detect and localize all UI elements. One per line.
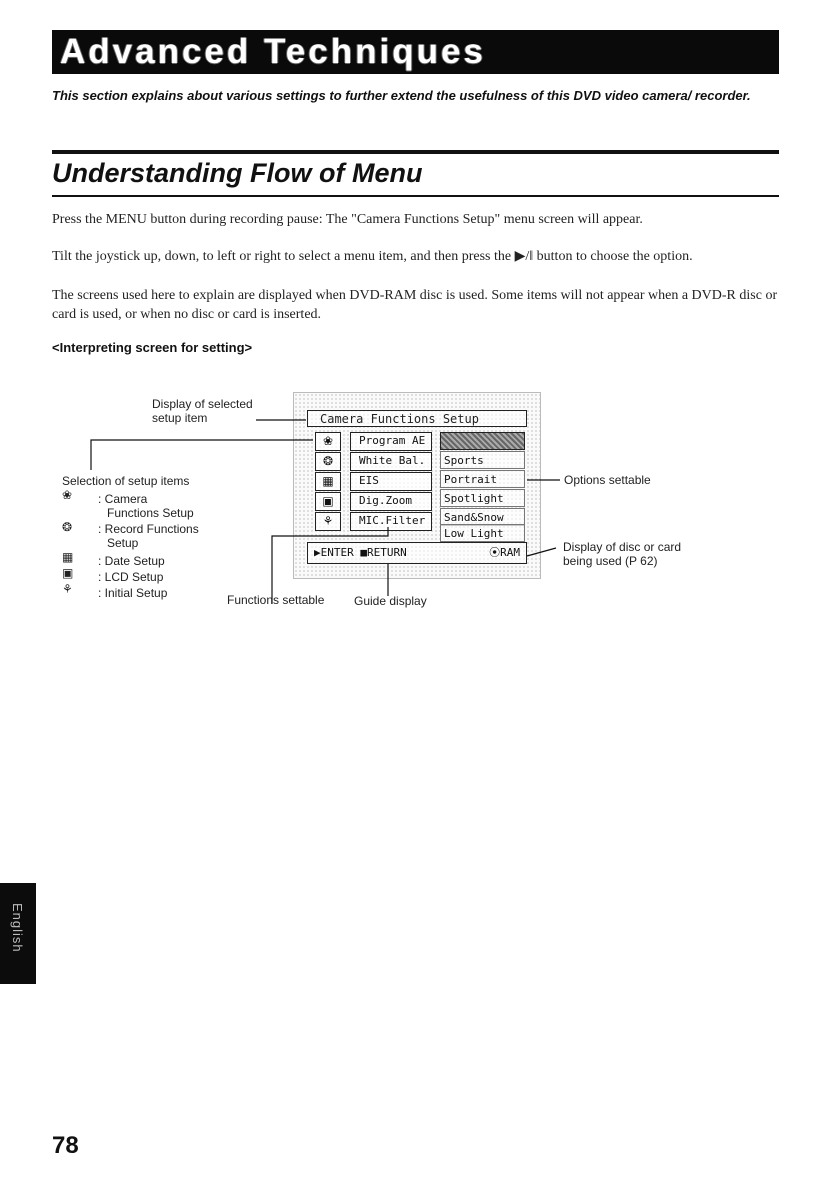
- label-selection-setup-items: Selection of setup items: [62, 474, 190, 488]
- lcd-menu-title: Camera Functions Setup: [307, 410, 527, 427]
- record-functions-icon: ❂: [315, 452, 341, 471]
- camera-functions-icon: ❀: [315, 432, 341, 451]
- lcd-function-item: Dig.Zoom: [350, 492, 432, 511]
- lcd-function-item: White Bal.: [350, 452, 432, 471]
- legend-camera-cont: Functions Setup: [107, 506, 194, 520]
- legend-date-icon: ▦: [62, 550, 74, 564]
- callout-line-selection: [91, 440, 313, 470]
- lcd-option-item: Low Light: [440, 524, 525, 542]
- legend-date-text: : Date Setup: [98, 554, 165, 568]
- lcd-function-item: Program AE: [350, 432, 432, 451]
- label-functions-settable: Functions settable: [227, 593, 325, 607]
- label-options-settable: Options settable: [564, 473, 651, 487]
- label-selected-item-1: Display of selected: [152, 397, 253, 411]
- callout-line-disc: [527, 548, 556, 556]
- label-disc-1: Display of disc or card: [563, 540, 682, 554]
- lcd-function-item: EIS: [350, 472, 432, 491]
- lcd-setup-icon: ▣: [315, 492, 341, 511]
- legend-camera-text: : Camera: [98, 492, 148, 506]
- lcd-option-item: Portrait: [440, 470, 525, 488]
- paragraph-3: The screens used here to explain are displayed when DVD-RAM disc is used. Some items will not appear when a DVD-R disc or card is used, or when no disc or card is inserted.: [52, 288, 778, 322]
- lcd-option-item: Spotlight: [440, 489, 525, 507]
- legend-record-icon: ❂: [62, 520, 73, 534]
- legend-initial-icon: ⚘: [62, 582, 73, 596]
- lcd-function-item: MIC.Filter: [350, 512, 432, 531]
- paragraph-2: Tilt the joystick up, down, to left or right to select a menu item, and then press the ▶/‖ button to choose the option.: [52, 249, 693, 264]
- guide-disc-indicator: ⦿RAM: [489, 546, 520, 559]
- intro-text: This section explains about various settings to further extend the usefulness of this DVD video camera/ recorder.: [52, 88, 751, 103]
- language-tab: [0, 883, 36, 984]
- paragraph-1: Press the MENU button during recording pause: The "Camera Functions Setup" menu screen will appear.: [52, 212, 643, 227]
- label-selected-item-2: setup item: [152, 411, 208, 425]
- page-number: 78: [52, 1132, 79, 1159]
- date-setup-icon: ▦: [315, 472, 341, 491]
- label-guide-display: Guide display: [354, 594, 427, 608]
- initial-setup-icon: ⚘: [315, 512, 341, 531]
- label-disc-2: being used (P 62): [563, 554, 658, 568]
- legend-lcd-text: : LCD Setup: [98, 570, 164, 584]
- lcd-option-item: Sports: [440, 451, 525, 469]
- legend-lcd-icon: ▣: [62, 566, 74, 580]
- section-title: Understanding Flow of Menu: [52, 158, 423, 188]
- lcd-option-item: Sand&Snow: [440, 508, 525, 526]
- legend-record-text: : Record Functions: [98, 522, 199, 536]
- language-tab-label: English: [10, 903, 25, 953]
- guide-enter-return: ▶ENTER ■RETURN: [314, 546, 407, 559]
- legend-camera-icon: ❀: [62, 488, 73, 502]
- subheading: <Interpreting screen for setting>: [52, 340, 253, 355]
- legend-record-cont: Setup: [107, 536, 139, 550]
- banner-title: Advanced Techniques: [60, 32, 486, 71]
- legend-initial-text: : Initial Setup: [98, 586, 168, 600]
